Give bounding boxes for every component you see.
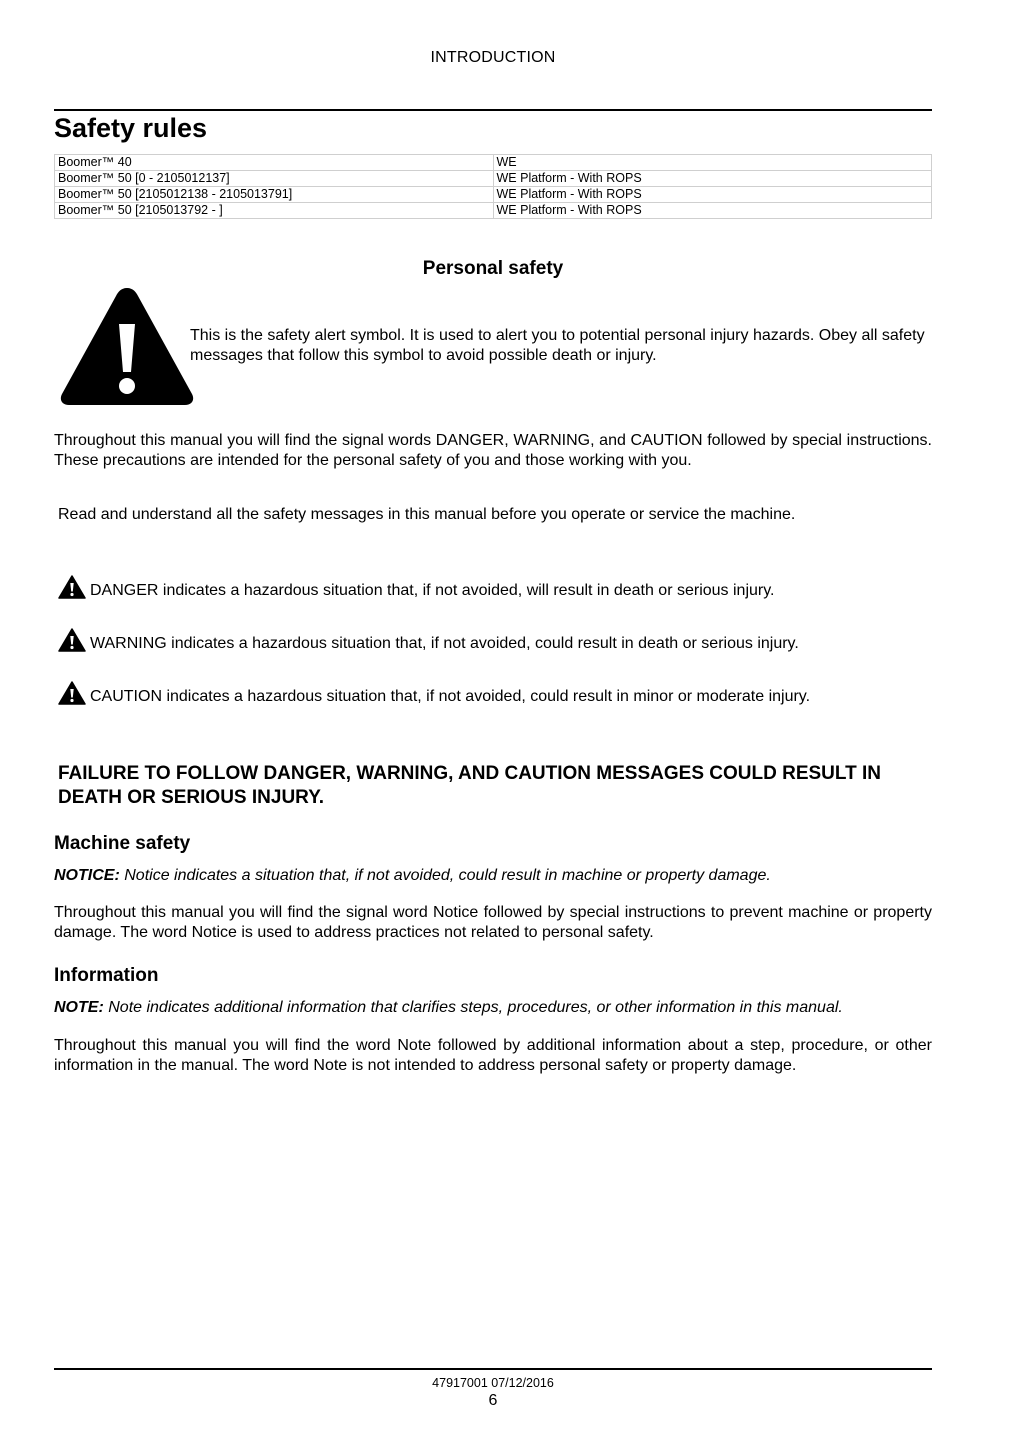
warning-alert-icon	[58, 628, 86, 652]
table-cell-config: WE Platform - With ROPS	[493, 171, 932, 187]
table-row	[55, 171, 932, 187]
table-row	[55, 187, 932, 203]
document-id: 47917001 07/12/2016	[432, 1376, 554, 1390]
signal-words-paragraph: Throughout this manual you will find the signal words DANGER, WARNING, and CAUTION followed by special instructions. These precautions are intended for the personal safety of you and those working with you.	[54, 432, 932, 469]
alert-symbol-text: This is the safety alert symbol. It is used to alert you to potential personal injury hazards. Obey all safety messages that follow this symbol to avoid possible death or injury.	[190, 327, 925, 364]
note-statement	[54, 998, 932, 1018]
warning-text: WARNING indicates a hazardous situation that, if not avoided, could result in death or serious injury.	[90, 635, 799, 652]
machine-safety-paragraph: Throughout this manual you will find the signal word Notice followed by special instructions to prevent machine or property damage. The word Notice is used to address practices not related to personal safety.	[54, 904, 932, 941]
page-number: 6	[488, 1392, 498, 1409]
table-cell-config: WE	[493, 155, 932, 171]
table-cell-model: Boomer™ 50 [0 - 2105012137]	[55, 171, 494, 187]
caution-statement	[58, 681, 810, 707]
danger-text: DANGER indicates a hazardous situation that, if not avoided, will result in death or serious injury.	[90, 582, 775, 599]
notice-text: Notice indicates a situation that, if not avoided, could result in machine or property damage.	[124, 867, 771, 884]
table-cell-config: WE Platform - With ROPS	[493, 203, 932, 219]
header-rule	[54, 109, 932, 111]
table-cell-model: Boomer™ 50 [2105012138 - 2105013791]	[55, 187, 494, 203]
table-cell-config: WE Platform - With ROPS	[493, 187, 932, 203]
machine-safety-heading: Machine safety	[54, 833, 191, 854]
table-cell-model: Boomer™ 40	[55, 155, 494, 171]
note-label: NOTE:	[54, 999, 104, 1016]
running-header: INTRODUCTION	[430, 49, 556, 66]
note-text: Note indicates additional information that clarifies steps, procedures, or other information in this manual.	[108, 999, 843, 1016]
caution-text: CAUTION indicates a hazardous situation that, if not avoided, could result in minor or moderate injury.	[90, 688, 811, 705]
failure-warning: FAILURE TO FOLLOW DANGER, WARNING, AND CAUTION MESSAGES COULD RESULT IN DEATH OR SERIOUS INJURY.	[58, 763, 881, 808]
notice-statement	[54, 866, 932, 886]
warning-statement	[58, 628, 799, 654]
table-row	[55, 155, 932, 171]
footer-rule	[54, 1368, 932, 1370]
personal-safety-heading: Personal safety	[422, 258, 564, 279]
danger-statement	[58, 575, 775, 601]
notice-label: NOTICE:	[54, 867, 120, 884]
read-messages-paragraph: Read and understand all the safety messages in this manual before you operate or service the machine.	[58, 506, 796, 523]
page-title: Safety rules	[54, 113, 208, 143]
safety-alert-icon	[58, 284, 196, 408]
models-table	[54, 154, 932, 219]
table-cell-model: Boomer™ 50 [2105013792 - ]	[55, 203, 494, 219]
danger-alert-icon	[58, 575, 86, 599]
caution-alert-icon	[58, 681, 86, 705]
table-row	[55, 203, 932, 219]
information-heading: Information	[54, 965, 159, 986]
information-paragraph: Throughout this manual you will find the word Note followed by additional information about a step, procedure, or other information in the manual. The word Note is not intended to address personal safety or property damage.	[54, 1037, 932, 1074]
